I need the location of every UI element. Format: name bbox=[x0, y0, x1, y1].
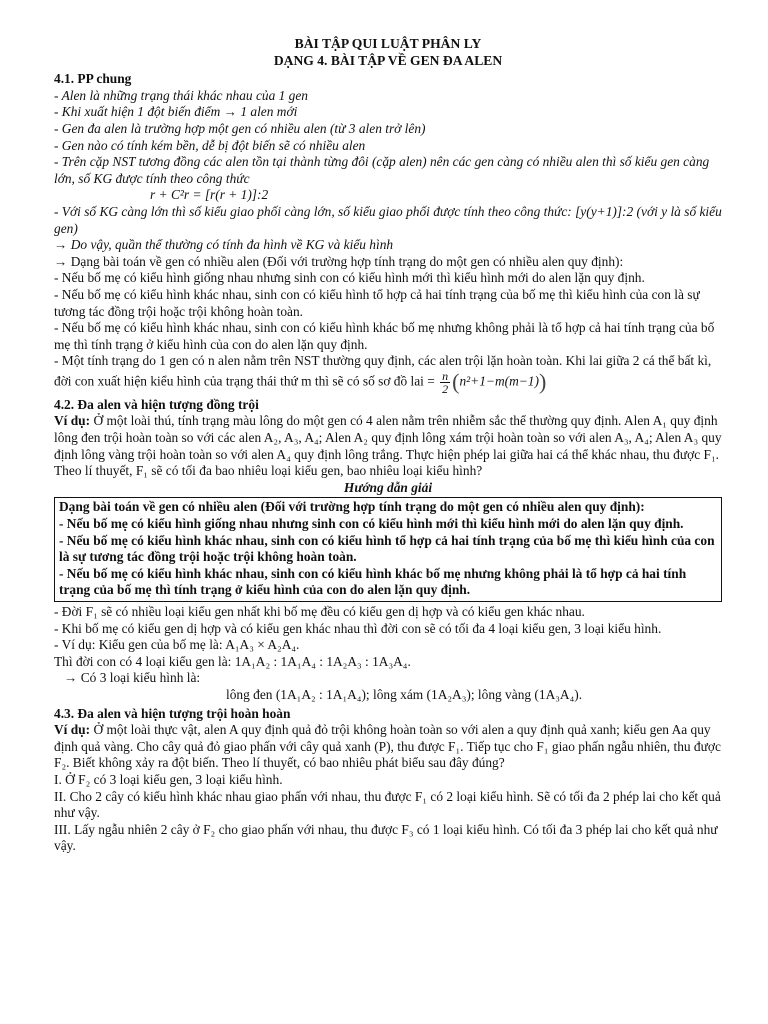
text-line: - Đời F₁ sẽ có nhiều loại kiểu gen nhất khi bố mẹ đều có kiểu gen dị hợp và có kiểu gen khác nhau. bbox=[54, 604, 585, 619]
fraction bbox=[440, 370, 450, 395]
box-line: Dạng bài toán về gen có nhiều alen (Đối với trường hợp tính trạng do một gen có nhiều alen quy định): bbox=[59, 499, 645, 515]
solution-guide-heading: Hướng dẫn giải bbox=[343, 479, 433, 495]
text-line: Thì đời con có 4 loại kiểu gen là: 1A₁A₂ : 1A₁A₄ : 1A₂A₃ : 1A₃A₄. bbox=[54, 653, 411, 669]
text-line: lông đen (1A₁A₂ : 1A₁A₄); lông xám (1A₂A₃); lông vàng (1A₃A₄). bbox=[226, 686, 583, 702]
example-label: Ví dụ: bbox=[54, 413, 91, 429]
close-paren: ) bbox=[538, 369, 547, 395]
formula-expression: n²+1−m(m−1) bbox=[459, 373, 539, 389]
section-4-3-heading: 4.3. Đa alen và hiện tượng trội hoàn hoàn bbox=[54, 705, 291, 721]
document-subtitle: DẠNG 4. BÀI TẬP VỀ GEN ĐA ALEN bbox=[273, 52, 503, 68]
text-line: - Với số KG càng lớn thì số kiểu giao phối càng lớn, số kiểu giao phối được tính theo công thức: [y(y+1)]:2 (với y là số kiểu gen) bbox=[54, 203, 722, 236]
text-line: - Gen nào có tính kém bền, dễ bị đột biến sẽ có nhiều alen bbox=[54, 137, 366, 153]
box-line: - Nếu bố mẹ có kiểu hình khác nhau, sinh con có kiểu hình khác bố mẹ nhưng không phải là tổ hợp cả hai tính trạng của bố mẹ thì tính trạng ở kiểu hình của con do alen lặn quy định. bbox=[59, 565, 687, 598]
text-line: - Gen đa alen là trường hợp một gen có nhiều alen (từ 3 alen trở lên) bbox=[54, 120, 426, 136]
statement-item: II. Cho 2 cây có kiểu hình khác nhau giao phấn với nhau, thu được F₁ có 2 loại kiểu hình. Sẽ có tối đa 2 phép lai cho kết quả như vậy. bbox=[54, 788, 721, 821]
highlight-box bbox=[54, 497, 722, 602]
text-line: - Alen là những trạng thái khác nhau của 1 gen bbox=[54, 87, 309, 103]
section-4-2-heading: 4.2. Đa alen và hiện tượng đồng trội bbox=[54, 396, 259, 412]
document-title: BÀI TẬP QUI LUẬT PHÂN LY bbox=[294, 36, 482, 51]
text-line: - Nếu bố mẹ có kiểu hình giống nhau nhưng sinh con có kiểu hình mới thì kiểu hình mới do alen lặn quy định. bbox=[54, 270, 645, 286]
fraction-denominator: 2 bbox=[442, 381, 449, 396]
example-label: Ví dụ: bbox=[54, 722, 91, 738]
example-paragraph bbox=[54, 722, 722, 772]
text-line: - Khi bố mẹ có kiểu gen dị hợp và có kiểu gen khác nhau thì đời con sẽ có tối đa 4 loại kiểu gen, 3 loại kiểu hình. bbox=[54, 620, 662, 636]
example-paragraph bbox=[54, 413, 722, 479]
box-line: - Nếu bố mẹ có kiểu hình khác nhau, sinh con có kiểu hình tổ hợp cả hai tính trạng của bố mẹ thì kiểu hình của con là sự tương tác đồng trội hoặc trội không hoàn toàn. bbox=[59, 532, 715, 565]
text-line: → Do vậy, quần thể thường có tính đa hình về KG và kiểu hình bbox=[54, 237, 394, 253]
text-line: → Dạng bài toán về gen có nhiều alen (Đối với trường hợp tính trạng do một gen có nhiều alen quy định): bbox=[54, 253, 624, 269]
example-text: Ở một loài thực vật, alen A quy định quả đỏ trội không hoàn toàn so với alen a quy định quả xanh; kiểu gen Aa quy định quả vàng. Cho cây quả đỏ giao phấn với cây quả xanh (P), thu được F₁. Tiếp tục cho F₁ giao phấn ngẫu nhiên, thu được F₂. Biết không xảy ra đột biến. Theo lí thuyết, có bao nhiêu phát biểu sau đây đúng? bbox=[54, 722, 721, 771]
text-line: - Trên cặp NST tương đồng các alen tồn tại thành từng đôi (cặp alen) nên các gen càng có nhiều alen thì số kiểu gen càng lớn, số KG được tính theo công thức bbox=[54, 154, 710, 186]
box-line: - Nếu bố mẹ có kiểu hình giống nhau nhưng sinh con có kiểu hình mới thì kiểu hình mới do alen lặn quy định. bbox=[59, 516, 684, 532]
statement-item: I. Ở F₂ có 3 loại kiểu gen, 3 loại kiểu hình. bbox=[54, 771, 283, 787]
example-text: Ở một loài thú, tính trạng màu lông do một gen có 4 alen nằm trên nhiễm sắc thể thường quy định. Alen A₁ quy định lông đen trội hoàn toàn so với các alen A₂, A₃, A₄; Alen A₂ quy định lông xám trội hoàn toàn so với alen A₃, A₄; Alen A₃ quy định lông vàng trội hoàn toàn so với alen A₄ quy định lông trắng. Thực hiện phép lai giữa hai cá thể khác nhau, thu được F₁. Theo lí thuyết, F₁ sẽ có tối đa bao nhiêu loại kiểu gen, bao nhiêu loại kiểu hình? bbox=[54, 413, 722, 479]
text-line: - Nếu bố mẹ có kiểu hình khác nhau, sinh con có kiểu hình tổ hợp cả hai tính trạng của bố mẹ thì kiểu hình của con là sự tương tác đồng trội hoặc trội không hoàn toàn. bbox=[54, 286, 700, 319]
statement-item: III. Lấy ngẫu nhiên 2 cây ở F₂ cho giao phấn với nhau, thu được F₃ có 1 loại kiểu hình. Có tối đa 3 phép lai cho kết quả như vậy. bbox=[54, 821, 718, 854]
text-line: - Ví dụ: Kiểu gen của bố mẹ là: A₁A₃ × A₂A₄. bbox=[54, 637, 300, 653]
text-line: - Khi xuất hiện 1 đột biến điểm → 1 alen mới bbox=[54, 104, 298, 120]
fraction-numerator: n bbox=[442, 368, 449, 383]
section-4-1-heading: 4.1. PP chung bbox=[54, 71, 132, 87]
text-line-with-formula bbox=[54, 353, 722, 395]
text-line: → Có 3 loại kiểu hình là: bbox=[64, 670, 201, 686]
open-paren: ( bbox=[452, 369, 460, 395]
text-line: - Nếu bố mẹ có kiểu hình khác nhau, sinh con có kiểu hình khác bố mẹ nhưng không phải là tổ hợp cả hai tính trạng của bố mẹ thì tính trạng ở kiểu hình của con do alen lặn quy định. bbox=[54, 320, 715, 352]
genotype-formula: r + C²r = [r(r + 1)]:2 bbox=[150, 187, 269, 203]
text-line: - Một tính trạng do 1 gen có n alen nằm trên NST thường quy định, các alen trội lặn hoàn toàn. Khi lai giữa 2 cá thể bất kì, đời con xuất hiện kiểu hình của trạng thái thứ m thì sẽ có số sơ đồ lai = bbox=[54, 353, 712, 389]
